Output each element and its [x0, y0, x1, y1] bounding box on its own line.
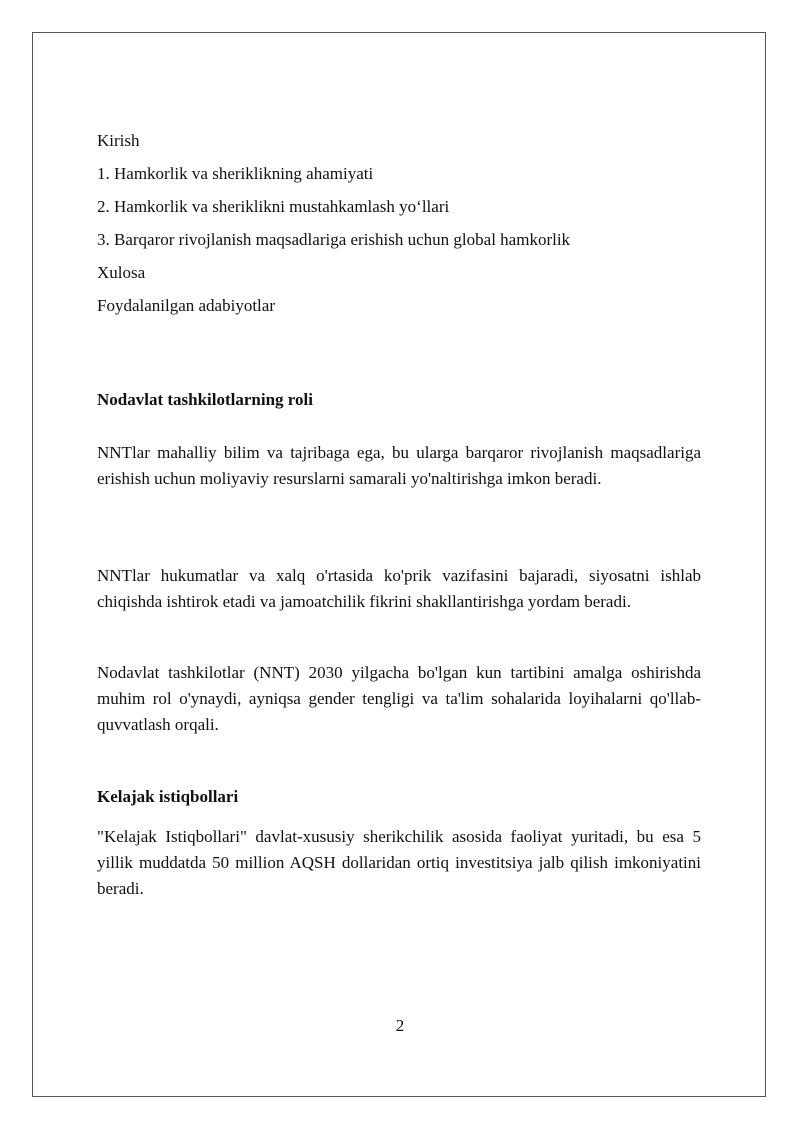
toc-item-chapter-3: 3. Barqaror rivojlanish maqsadlariga erishish uchun global hamkorlik [97, 230, 571, 249]
page-number: 2 [395, 1016, 405, 1035]
section-heading-ngo-role: Nodavlat tashkilotlarning roli [97, 390, 313, 409]
paragraph-ngo-agenda: Nodavlat tashkilotlar (NNT) 2030 yilgacha bo'lgan kun tartibini amalga oshirishda muhim rol o'ynaydi, ayniqsa gender tengligi va ta'lim sohalarida loyihalarni qo'llab-quvvatlash orqali. [97, 663, 701, 734]
paragraph-future-prospects: "Kelajak Istiqbollari" davlat-xususiy sherikchilik asosida faoliyat yuritadi, bu esa 5 yillik muddatda 50 million AQSH dollaridan ortiq investitsiya jalb qilish imkoniyatini beradi. [97, 827, 701, 898]
section-heading-future-prospects: Kelajak istiqbollari [97, 787, 239, 806]
table-of-contents [97, 128, 701, 326]
paragraph-ngo-bridge: NNTlar hukumatlar va xalq o'rtasida ko'prik vazifasini bajaradi, siyosatni ishlab chiqishda ishtirok etadi va jamoatchilik fikrini shakllantirishga yordam beradi. [97, 566, 701, 611]
toc-item-chapter-1: 1. Hamkorlik va sheriklikning ahamiyati [97, 164, 374, 183]
toc-item-intro: Kirish [97, 131, 140, 150]
paragraph-ngo-knowledge: NNTlar mahalliy bilim va tajribaga ega, bu ularga barqaror rivojlanish maqsadlariga erishish uchun moliyaviy resurslarni samarali yo'naltirishga imkon beradi. [97, 443, 701, 488]
toc-item-chapter-2: 2. Hamkorlik va sheriklikni mustahkamlash yo‘llari [97, 197, 450, 216]
toc-item-conclusion: Xulosa [97, 263, 146, 282]
toc-item-references: Foydalanilgan adabiyotlar [97, 296, 275, 315]
